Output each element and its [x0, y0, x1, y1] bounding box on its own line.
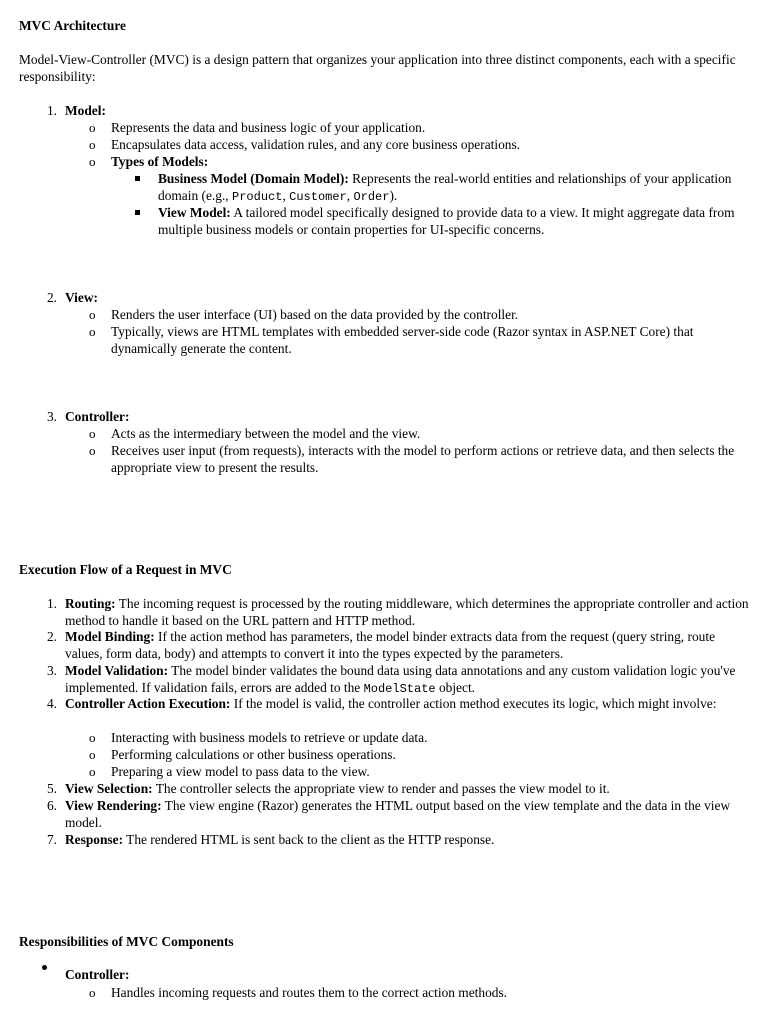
- step-view-rendering: View Rendering: The view engine (Razor) generates the HTML output based on the view template and the data in the view model.: [65, 798, 731, 830]
- list-number: 7.: [46, 832, 57, 847]
- section-title-responsibilities: Responsibilities of MVC Components: [19, 934, 234, 949]
- list-item-business-model: Business Model (Domain Model): Represents the real-world entities and relationships of your application domain (e.g., Product, Customer, Order).: [158, 171, 732, 204]
- list-item: Represents the data and business logic of your application.: [111, 120, 426, 135]
- step-controller-action-execution: Controller Action Execution: If the model is valid, the controller action method executes its logic, which might involve:: [65, 696, 717, 711]
- circle-bullet: o: [89, 324, 96, 339]
- controller-responsibility-heading: Controller:: [65, 967, 130, 982]
- list-number: 3.: [46, 409, 57, 424]
- list-item: Handles incoming requests and routes them to the correct action methods.: [111, 985, 508, 1000]
- circle-bullet: o: [89, 426, 96, 441]
- step-response: Response: The rendered HTML is sent back to the client as the HTTP response.: [65, 832, 495, 847]
- step-view-selection: View Selection: The controller selects the appropriate view to render and passes the view model to it.: [65, 781, 610, 796]
- list-number: 3.: [46, 663, 57, 678]
- circle-bullet: o: [89, 985, 96, 1000]
- circle-bullet: o: [89, 747, 96, 762]
- types-of-models-heading: Types of Models:: [111, 154, 209, 169]
- list-item: Interacting with business models to retrieve or update data.: [111, 730, 428, 745]
- section-title-mvc-architecture: MVC Architecture: [19, 18, 126, 33]
- list-item-view-model: View Model: A tailored model specifically designed to provide data to a view. It might aggregate data from multiple business models or contain properties for UI-specific concerns.: [158, 205, 735, 237]
- list-number: 6.: [46, 798, 57, 813]
- circle-bullet: o: [89, 137, 96, 152]
- circle-bullet: o: [89, 443, 96, 458]
- step-model-binding: Model Binding: If the action method has parameters, the model binder extracts data from the request (query string, route values, form data, body) and attempts to convert it into the types expected by the parameters.: [65, 629, 716, 661]
- section-title-execution-flow: Execution Flow of a Request in MVC: [19, 562, 232, 577]
- list-item: Preparing a view model to pass data to the view.: [111, 764, 370, 779]
- step-model-validation: Model Validation: The model binder validates the bound data using data annotations and any custom validation logic you've implemented. If validation fails, errors are added to the ModelState object.: [65, 663, 736, 696]
- list-item: Renders the user interface (UI) based on the data provided by the controller.: [111, 307, 519, 322]
- disc-bullet: [42, 965, 47, 970]
- list-number: 4.: [46, 696, 57, 711]
- square-bullet: [135, 210, 140, 215]
- list-number: 2.: [46, 290, 57, 305]
- circle-bullet: o: [89, 307, 96, 322]
- controller-heading: Controller:: [65, 409, 130, 424]
- intro-paragraph: Model-View-Controller (MVC) is a design pattern that organizes your application into three distinct components, each with a specific responsibility:: [19, 52, 736, 84]
- step-routing: Routing: The incoming request is processed by the routing middleware, which determines the appropriate controller and action method to handle it based on the URL pattern and HTTP method.: [65, 596, 749, 628]
- circle-bullet: o: [89, 730, 96, 745]
- model-heading: Model:: [65, 103, 106, 118]
- list-item: Encapsulates data access, validation rules, and any core business operations.: [111, 137, 521, 152]
- list-number: 1.: [46, 103, 57, 118]
- circle-bullet: o: [89, 764, 96, 779]
- circle-bullet: o: [89, 154, 96, 169]
- list-item: Receives user input (from requests), interacts with the model to perform actions or retrieve data, and then selects the appropriate view to present the results.: [111, 443, 735, 475]
- list-item: Acts as the intermediary between the model and the view.: [111, 426, 421, 441]
- list-number: 2.: [46, 629, 57, 644]
- list-number: 5.: [46, 781, 57, 796]
- circle-bullet: o: [89, 120, 96, 135]
- list-item: Performing calculations or other business operations.: [111, 747, 396, 762]
- list-number: 1.: [46, 596, 57, 611]
- square-bullet: [135, 176, 140, 181]
- list-item: Typically, views are HTML templates with embedded server-side code (Razor syntax in ASP.NET Core) that dynamically generate the content.: [111, 324, 694, 356]
- view-heading: View:: [65, 290, 98, 305]
